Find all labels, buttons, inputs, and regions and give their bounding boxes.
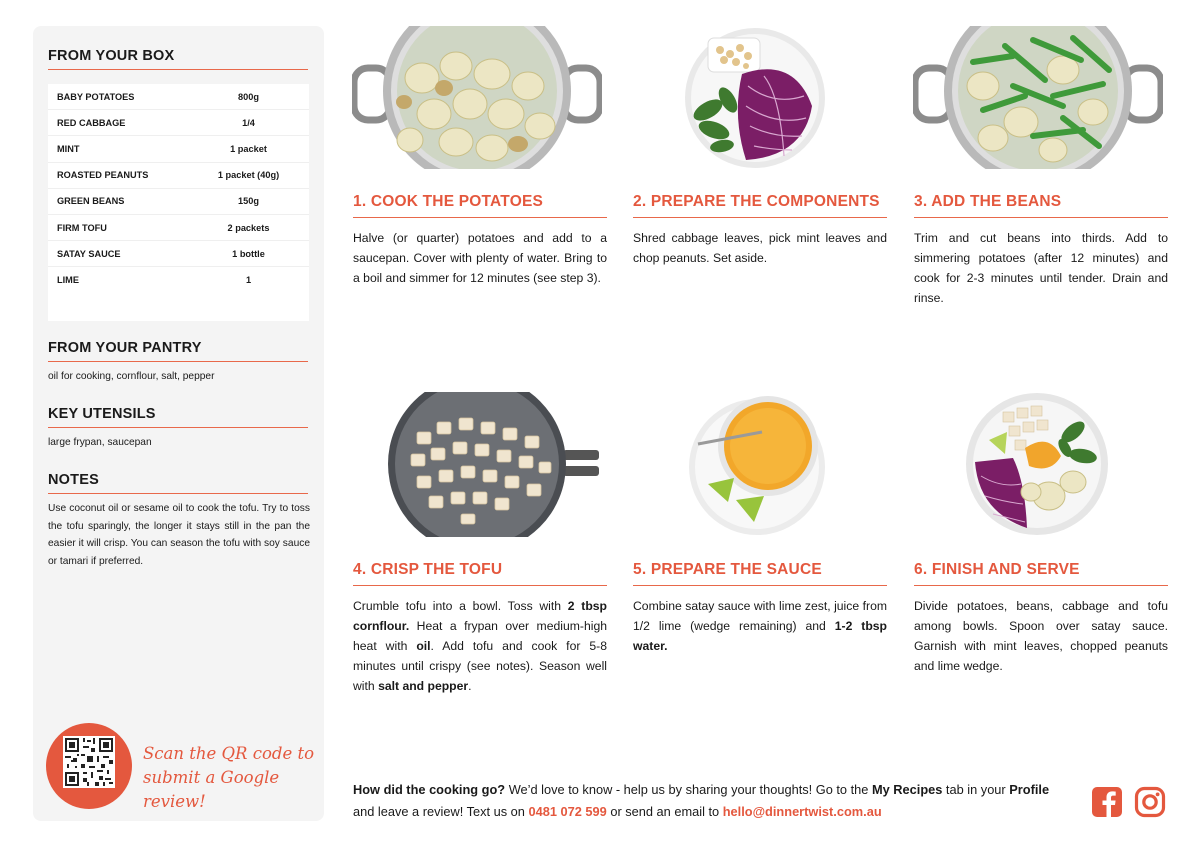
pantry-text: oil for cooking, cornflour, salt, pepper bbox=[48, 371, 215, 382]
step-1-title: 1. COOK THE POTATOES bbox=[353, 193, 607, 218]
step-text: Crumble tofu into a bowl. Toss with bbox=[353, 599, 568, 613]
ingredient-row bbox=[48, 163, 309, 189]
ingredient-row bbox=[48, 241, 309, 267]
ingredient-qty: 1 bottle bbox=[232, 248, 265, 259]
step-3-body bbox=[914, 228, 1168, 308]
footer-text-1: We’d love to know - help us by sharing your thoughts! Go to the bbox=[505, 782, 872, 797]
ingredient-qty: 1/4 bbox=[242, 117, 255, 128]
ingredient-row bbox=[48, 84, 309, 110]
step-3-image bbox=[913, 26, 1163, 169]
utensils-title: KEY UTENSILS bbox=[48, 406, 308, 428]
step-4-image bbox=[387, 392, 603, 537]
ingredient-name: LIME bbox=[57, 275, 79, 286]
email-link[interactable]: hello@dinnertwist.com.au bbox=[722, 804, 882, 819]
step-text: . bbox=[468, 679, 472, 693]
step-bold-text: 2 tbsp cornflour. bbox=[353, 599, 607, 633]
pantry-title: FROM YOUR PANTRY bbox=[48, 340, 308, 362]
ingredient-row bbox=[48, 110, 309, 136]
ingredient-name: ROASTED PEANUTS bbox=[57, 170, 149, 181]
notes-title: NOTES bbox=[48, 472, 308, 494]
step-text: Heat a frypan over medium-high heat with bbox=[353, 619, 607, 653]
step-6-body bbox=[914, 596, 1168, 676]
step-text: Combine satay sauce with lime zest, juice from 1/2 lime (wedge remaining) and bbox=[633, 599, 887, 633]
qr-caption-line-2: submit a Google review! bbox=[143, 768, 280, 811]
ingredient-row bbox=[48, 215, 309, 241]
step-2-body bbox=[633, 228, 887, 268]
qr-code-icon bbox=[63, 736, 115, 788]
step-text: Shred cabbage leaves, pick mint leaves and chop peanuts. Set aside. bbox=[633, 231, 887, 265]
step-bold-text: 1-2 tbsp water. bbox=[633, 619, 887, 653]
step-2-image bbox=[684, 26, 826, 169]
my-recipes-link[interactable]: My Recipes bbox=[871, 782, 943, 797]
step-text: Halve (or quarter) potatoes and add to a saucepan. Cover with plenty of water. Bring to a boil and simmer for 12 minutes (see step 3). bbox=[353, 231, 607, 285]
footer-text-4: or send an email to bbox=[606, 804, 723, 819]
ingredient-name: FIRM TOFU bbox=[57, 222, 107, 233]
step-6-title: 6. FINISH AND SERVE bbox=[914, 561, 1168, 586]
step-bold-text: salt and pepper bbox=[378, 679, 469, 693]
ingredient-row bbox=[48, 189, 309, 215]
sidebar bbox=[33, 26, 324, 821]
step-1-body bbox=[353, 228, 607, 288]
step-4-body bbox=[353, 596, 607, 696]
ingredient-qty: 150g bbox=[238, 196, 259, 207]
step-2-title: 2. PREPARE THE COMPONENTS bbox=[633, 193, 887, 218]
qr-code[interactable] bbox=[63, 736, 115, 788]
footer-question: How did the cooking go? bbox=[353, 782, 506, 797]
ingredient-row bbox=[48, 267, 309, 293]
review-footer bbox=[353, 779, 1073, 823]
phone-number[interactable]: 0481 072 599 bbox=[528, 804, 607, 819]
qr-caption-line-1: Scan the QR code to bbox=[143, 744, 315, 763]
qr-badge[interactable] bbox=[46, 723, 132, 809]
instagram-icon[interactable] bbox=[1134, 786, 1166, 818]
facebook-icon[interactable] bbox=[1091, 786, 1123, 818]
qr-caption bbox=[143, 742, 324, 814]
notes-text: Use coconut oil or sesame oil to cook the tofu. Try to toss the tofu sparingly, the longer it stays still in the pan the easier it will crisp. You can season the tofu with soy sauce or tamari if preferred. bbox=[48, 503, 310, 567]
step-1-image bbox=[352, 26, 602, 169]
ingredient-name: GREEN BEANS bbox=[57, 196, 125, 207]
step-text: . Add tofu and cook for 5-8 minutes until crispy (see notes). Season well with bbox=[353, 639, 607, 693]
step-5-body bbox=[633, 596, 887, 656]
ingredient-name: SATAY SAUCE bbox=[57, 248, 121, 259]
from-box-title: FROM YOUR BOX bbox=[48, 48, 308, 70]
utensils-text: large frypan, saucepan bbox=[48, 437, 152, 448]
ingredient-qty: 1 packet bbox=[230, 143, 267, 154]
step-text: Trim and cut beans into thirds. Add to simmering potatoes (after 12 minutes) and cook for 2-3 minutes until tender. Drain and rinse. bbox=[914, 231, 1168, 305]
ingredient-row bbox=[48, 136, 309, 162]
ingredient-qty: 800g bbox=[238, 91, 259, 102]
step-5-image bbox=[688, 392, 826, 537]
footer-text-3: and leave a review! Text us on bbox=[353, 804, 529, 819]
ingredient-name: MINT bbox=[57, 143, 80, 154]
step-6-image bbox=[965, 392, 1110, 537]
step-bold-text: oil bbox=[416, 639, 431, 653]
ingredient-qty: 2 packets bbox=[227, 222, 270, 233]
ingredient-qty: 1 packet (40g) bbox=[217, 170, 280, 181]
ingredient-qty: 1 bbox=[245, 275, 252, 286]
footer-text-2: tab in your bbox=[942, 782, 1010, 797]
profile-link[interactable]: Profile bbox=[1009, 782, 1050, 797]
step-4-title: 4. CRISP THE TOFU bbox=[353, 561, 607, 586]
step-3-title: 3. ADD THE BEANS bbox=[914, 193, 1168, 218]
ingredient-name: RED CABBAGE bbox=[57, 117, 126, 128]
step-5-title: 5. PREPARE THE SAUCE bbox=[633, 561, 887, 586]
ingredient-name: BABY POTATOES bbox=[57, 91, 135, 102]
step-text: Divide potatoes, beans, cabbage and tofu among bowls. Spoon over satay sauce. Garnish with mint leaves, chopped peanuts and lime wedge. bbox=[914, 599, 1168, 673]
ingredients-table bbox=[48, 84, 309, 321]
